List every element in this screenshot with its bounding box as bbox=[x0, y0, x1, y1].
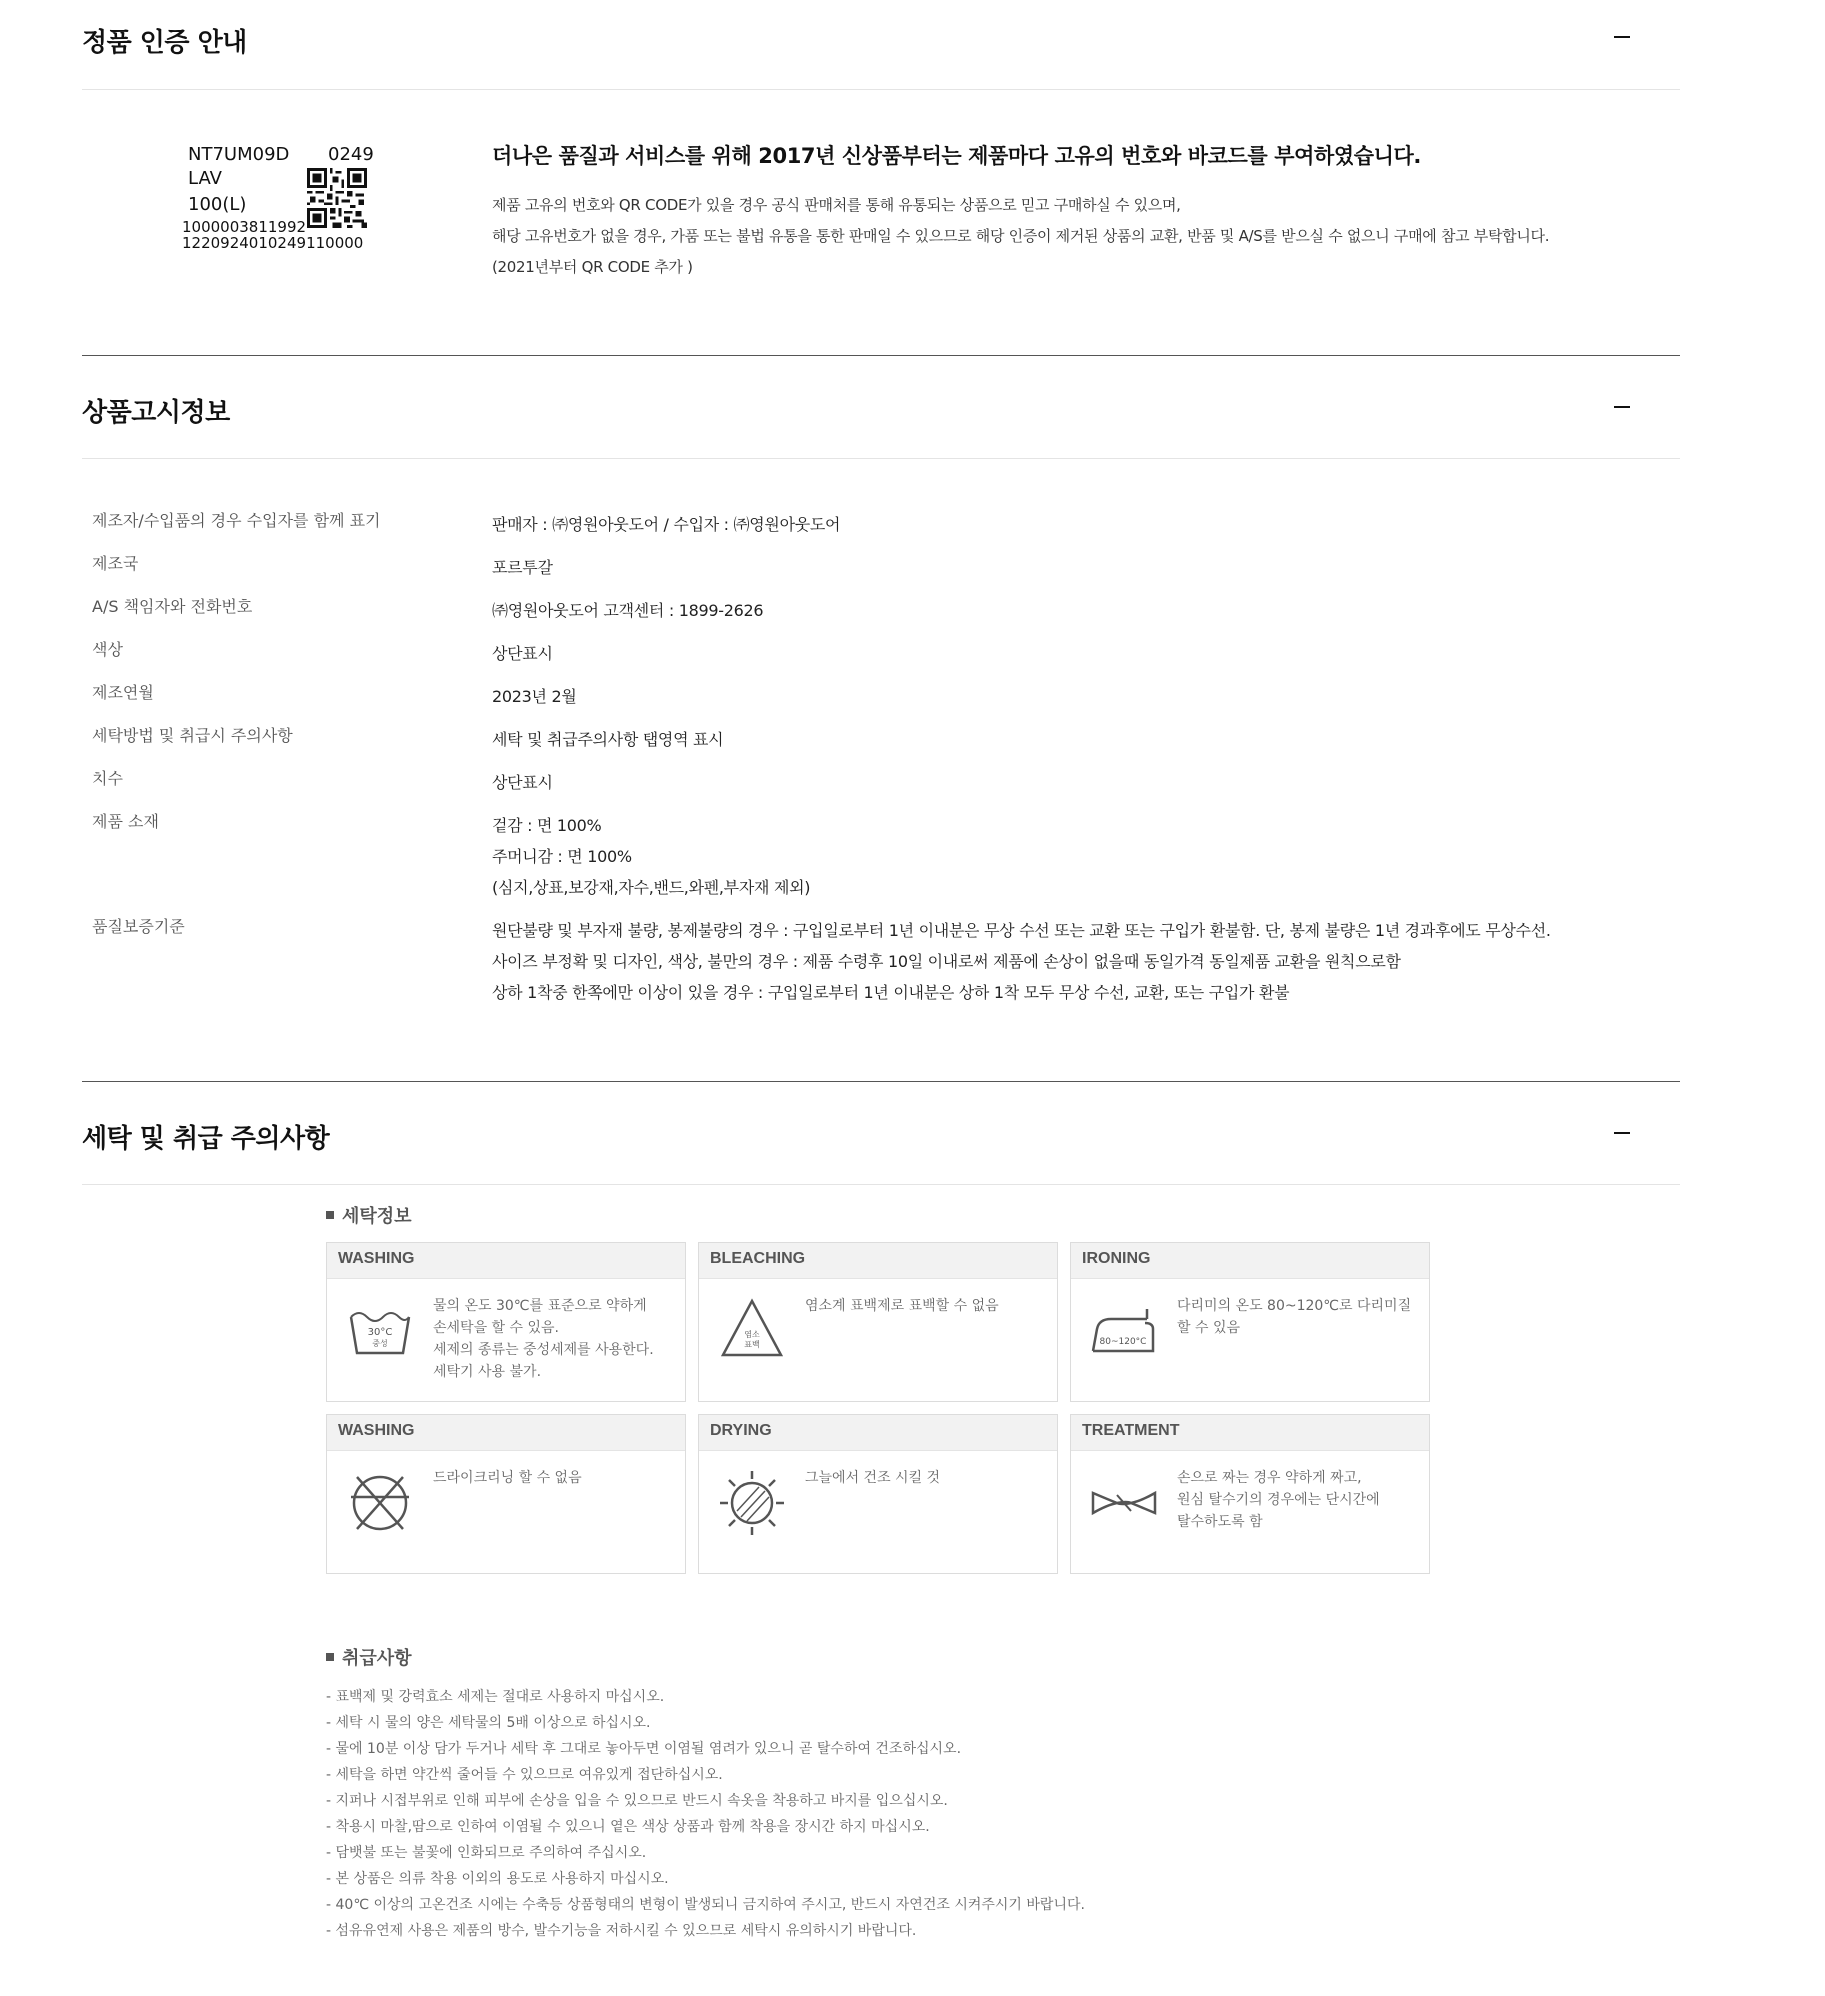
notice-label: 색상 bbox=[92, 640, 123, 659]
washing-collapse-icon[interactable] bbox=[1606, 1110, 1640, 1144]
svg-text:표백: 표백 bbox=[744, 1340, 760, 1349]
notice-value: 판매자 : ㈜영원아웃도어 / 수입자 : ㈜영원아웃도어 bbox=[492, 515, 841, 534]
tag-code-2: 1220924010249110000 bbox=[182, 234, 364, 252]
notice-label: 세탁방법 및 취급시 주의사항 bbox=[92, 726, 293, 745]
care-title: 취급사항 bbox=[326, 1644, 412, 1670]
care-item: - 물에 10분 이상 담가 두거나 세탁 후 그대로 놓아두면 이염될 염려가 있으니 곧 탈수하여 건조하십시오. bbox=[326, 1741, 962, 1757]
notice-value: 상단표시 bbox=[492, 644, 553, 663]
auth-headline: 더나은 품질과 서비스를 위해 2017년 신상품부터는 제품마다 고유의 번호와 바코드를 부여하였습니다. bbox=[492, 144, 1421, 168]
notice-value: 주머니감 : 면 100% bbox=[492, 847, 632, 866]
care-card-ironing bbox=[1070, 1242, 1430, 1402]
notice-collapse-icon[interactable] bbox=[1606, 384, 1640, 418]
card-title: BLEACHING bbox=[710, 1250, 806, 1267]
care-card-bleaching bbox=[698, 1242, 1058, 1402]
notice-label: 제품 소재 bbox=[92, 812, 159, 831]
hand-wash-30-icon bbox=[345, 1295, 415, 1365]
svg-text:염소: 염소 bbox=[744, 1330, 760, 1339]
notice-value: 세탁 및 취급주의사항 탭영역 표시 bbox=[492, 730, 724, 749]
washing-section-title: 세탁 및 취급 주의사항 bbox=[82, 1124, 330, 1154]
svg-text:중성: 중성 bbox=[372, 1339, 388, 1348]
card-title: IRONING bbox=[1082, 1250, 1151, 1267]
card-title: WASHING bbox=[338, 1422, 415, 1439]
care-card-treatment bbox=[1070, 1414, 1430, 1574]
card-title: WASHING bbox=[338, 1250, 415, 1267]
no-dry-clean-icon bbox=[345, 1467, 415, 1537]
iron-icon bbox=[1089, 1295, 1159, 1365]
card-description: 그늘에서 건조 시킬 것 bbox=[805, 1470, 941, 1486]
card-description: 물의 온도 30℃를 표준으로 약하게 손세탁을 할 수 있음. 세제의 종류는 중성세제를 사용한다. 세탁기 사용 불가. bbox=[433, 1298, 654, 1380]
care-card-drying bbox=[698, 1414, 1058, 1574]
notice-value: 2023년 2월 bbox=[492, 687, 577, 706]
care-item: - 세탁 시 물의 양은 세탁물의 5배 이상으로 하십시오. bbox=[326, 1715, 651, 1731]
care-item: - 섬유유연제 사용은 제품의 방수, 발수기능을 저하시킬 수 있으므로 세탁시 유의하시기 바랍니다. bbox=[326, 1923, 917, 1939]
notice-value: 원단불량 및 부자재 불량, 봉제불량의 경우 : 구입일로부터 1년 이내분은 무상 수선 또는 교환 또는 구입가 환불함. 단, 봉제 불량은 1년 경과후에도 무상수선. bbox=[492, 921, 1551, 940]
notice-label: 치수 bbox=[92, 769, 123, 788]
card-title: TREATMENT bbox=[1082, 1422, 1180, 1439]
care-item: - 세탁을 하면 약간씩 줄어들 수 있으므로 여유있게 접단하십시오. bbox=[326, 1767, 723, 1783]
section-divider bbox=[82, 1081, 1680, 1082]
card-title: DRYING bbox=[710, 1422, 772, 1439]
notice-label: 제조국 bbox=[92, 554, 139, 573]
wring-gently-icon bbox=[1089, 1467, 1159, 1537]
auth-line: (2021년부터 QR CODE 추가 ) bbox=[492, 258, 693, 276]
care-item: - 담뱃불 또는 불꽃에 인화되므로 주의하여 주십시오. bbox=[326, 1845, 647, 1861]
tag-size: 100(L) bbox=[188, 194, 247, 215]
card-description: 염소계 표백제로 표백할 수 없음 bbox=[805, 1298, 999, 1314]
notice-label: 제조자/수입품의 경우 수입자를 함께 표기 bbox=[92, 511, 381, 530]
svg-text:80~120°C: 80~120°C bbox=[1099, 1337, 1147, 1347]
washing-section-header[interactable] bbox=[82, 1096, 1680, 1185]
notice-label: 제조연월 bbox=[92, 683, 154, 702]
care-item: - 지퍼나 시접부위로 인해 피부에 손상을 입을 수 있으므로 반드시 속옷을 착용하고 바지를 입으십시오. bbox=[326, 1793, 948, 1809]
shade-dry-icon bbox=[717, 1467, 787, 1537]
care-item: - 표백제 및 강력효소 세제는 절대로 사용하지 마십시오. bbox=[326, 1689, 665, 1705]
notice-value: 겉감 : 면 100% bbox=[492, 816, 602, 835]
notice-value: (심지,상표,보강재,자수,밴드,와펜,부자재 제외) bbox=[492, 878, 811, 897]
notice-value: 사이즈 부정확 및 디자인, 색상, 불만의 경우 : 제품 수령후 10일 이내로써 제품에 손상이 없을때 동일가격 동일제품 교환을 원칙으로함 bbox=[492, 952, 1401, 971]
svg-text:30°C: 30°C bbox=[367, 1327, 393, 1338]
tag-model: NT7UM09D bbox=[188, 144, 290, 165]
auth-section-header[interactable] bbox=[82, 0, 1680, 90]
notice-value: 상단표시 bbox=[492, 773, 553, 792]
care-card-washing bbox=[326, 1242, 686, 1402]
washing-info-title: 세탁정보 bbox=[326, 1202, 412, 1228]
section-divider bbox=[82, 355, 1680, 356]
notice-value: ㈜영원아웃도어 고객센터 : 1899-2626 bbox=[492, 601, 764, 620]
notice-value: 포르투갈 bbox=[492, 558, 553, 577]
card-description: 드라이크리닝 할 수 없음 bbox=[433, 1470, 582, 1486]
card-description: 손으로 짜는 경우 약하게 짜고, 원심 탈수기의 경우에는 단시간에 탈수하도록 함 bbox=[1177, 1470, 1380, 1530]
care-card-dry-clean bbox=[326, 1414, 686, 1574]
auth-collapse-icon[interactable] bbox=[1606, 14, 1640, 48]
chlorine-bleach-icon bbox=[717, 1295, 787, 1365]
tag-number: 0249 bbox=[328, 144, 374, 165]
tag-code-1: 1000003811992 bbox=[182, 218, 307, 236]
care-item: - 본 상품은 의류 착용 이외의 용도로 사용하지 마십시오. bbox=[326, 1871, 669, 1887]
notice-section-title: 상품고시정보 bbox=[82, 398, 230, 428]
product-detail-content bbox=[82, 0, 1680, 1939]
notice-section-header[interactable] bbox=[82, 370, 1680, 459]
auth-line: 해당 고유번호가 없을 경우, 가품 또는 불법 유통을 통한 판매일 수 있으므로 해당 인증이 제거된 상품의 교환, 반품 및 A/S를 받으실 수 없으니 구매에 참고 부탁합니다. bbox=[492, 227, 1550, 245]
auth-line: 제품 고유의 번호와 QR CODE가 있을 경우 공식 판매처를 통해 유통되는 상품으로 믿고 구매하실 수 있으며, bbox=[492, 196, 1181, 214]
care-item: - 착용시 마찰,땀으로 인하여 이염될 수 있으니 옅은 색상 상품과 함께 착용을 장시간 하지 마십시오. bbox=[326, 1819, 930, 1835]
qr-code-icon bbox=[306, 168, 368, 228]
product-tag-image bbox=[182, 144, 402, 264]
notice-label: A/S 책임자와 전화번호 bbox=[92, 597, 253, 616]
care-item: - 40℃ 이상의 고온건조 시에는 수축등 상품형태의 변형이 발생되니 금지하여 주시고, 반드시 자연건조 시켜주시기 바랍니다. bbox=[326, 1897, 1085, 1913]
tag-color: LAV bbox=[188, 168, 222, 189]
notice-label: 품질보증기준 bbox=[92, 917, 185, 936]
auth-section-title: 정품 인증 안내 bbox=[82, 28, 247, 58]
card-description: 다리미의 온도 80~120℃로 다리미질 할 수 있음 bbox=[1177, 1298, 1412, 1336]
notice-value: 상하 1착중 한쪽에만 이상이 있을 경우 : 구입일로부터 1년 이내분은 상하 1착 모두 무상 수선, 교환, 또는 구입가 환불 bbox=[492, 983, 1290, 1002]
